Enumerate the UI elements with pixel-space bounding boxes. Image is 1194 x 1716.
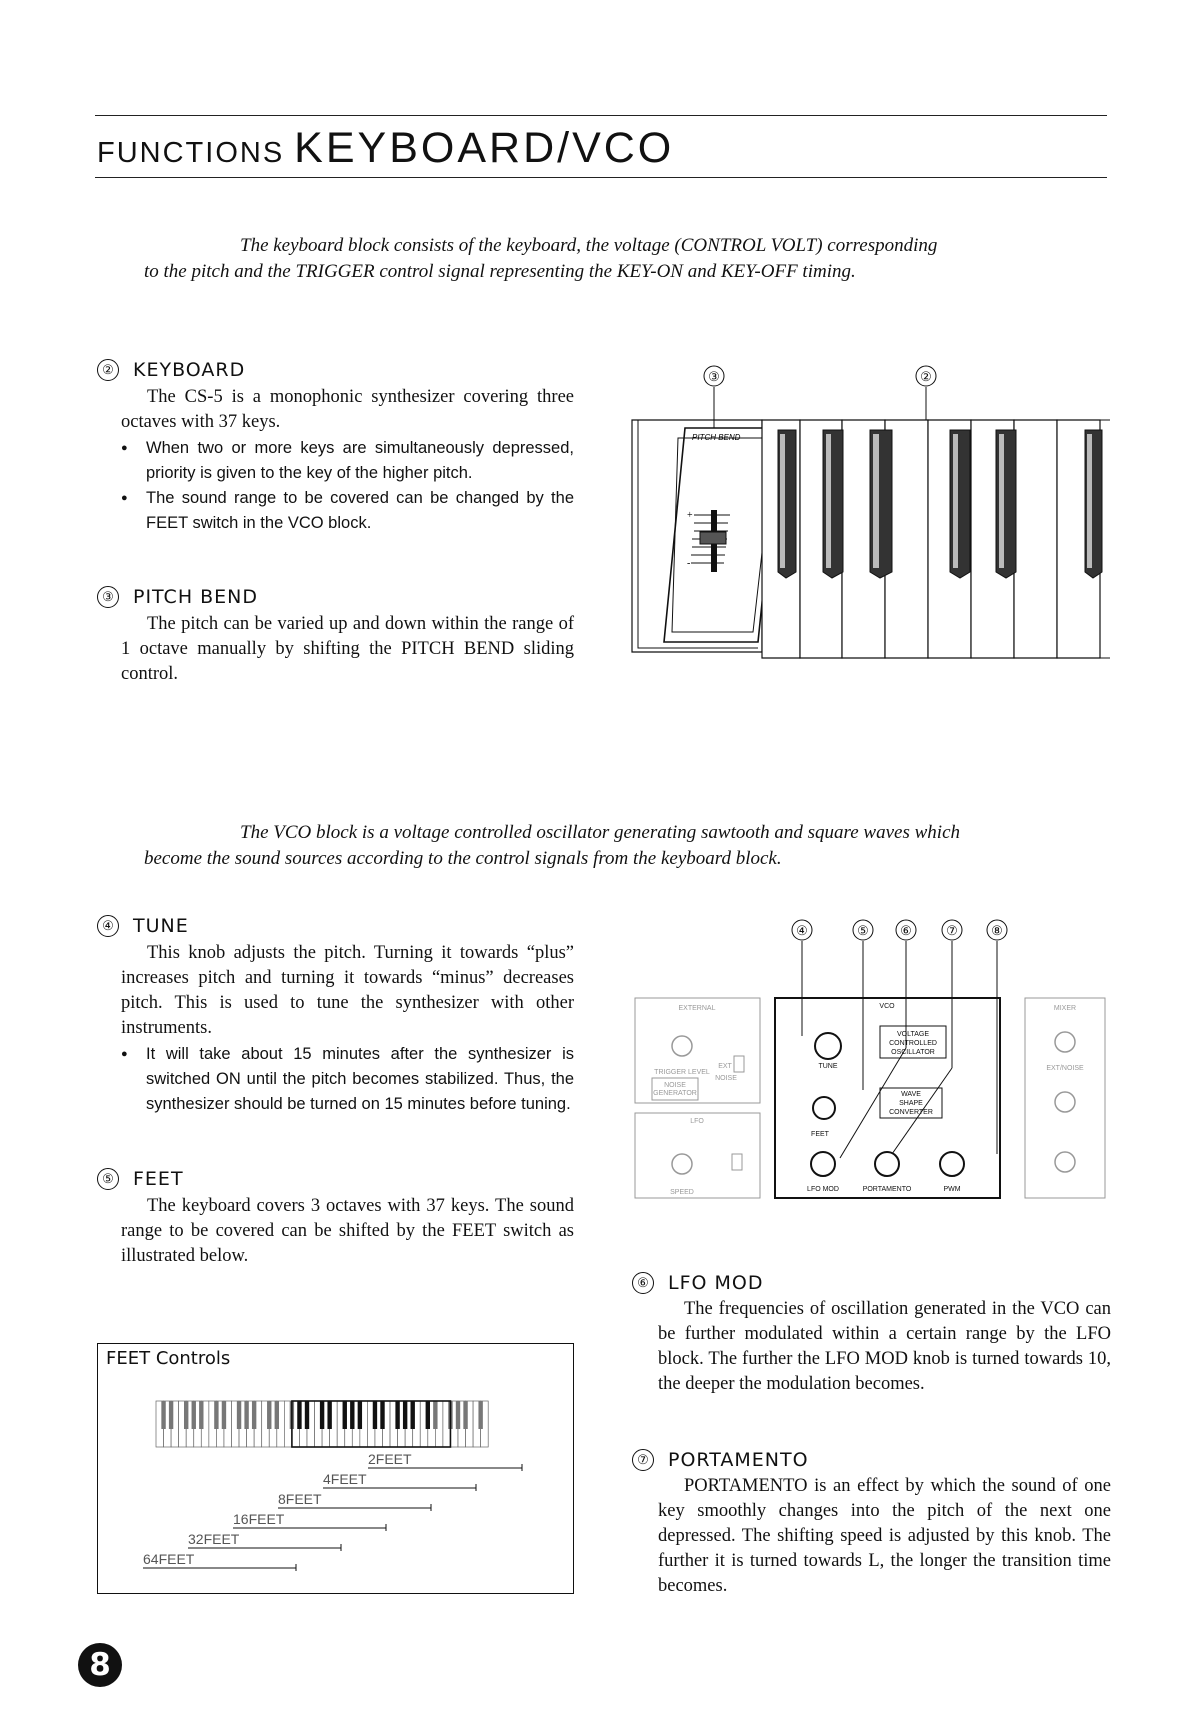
- pwm-knob[interactable]: [940, 1152, 964, 1176]
- mixer-square-knob[interactable]: [1055, 1152, 1075, 1172]
- mini-black-key: [426, 1401, 430, 1429]
- slider-label: PITCH BEND: [692, 433, 741, 442]
- tune-bullets: [121, 1042, 574, 1117]
- tune-bullet-1: ● It will take about 15 minutes after the synthesizer is switched ON until the pitch becomes stabilized. Thus, the synthesizer should be turned on 15 minutes before tuning.: [121, 1042, 574, 1117]
- mini-black-key: [237, 1401, 241, 1429]
- vco-panel-figure: [630, 918, 1110, 1223]
- pitch-bend-heading-text: PITCH BEND: [133, 586, 259, 608]
- mini-black-key: [380, 1401, 384, 1429]
- section-title: KEYBOARD/VCO: [294, 124, 675, 172]
- lfo-mod-knob[interactable]: [811, 1152, 835, 1176]
- callout-5: ⑤: [857, 923, 869, 938]
- portamento-number: ⑦: [632, 1449, 654, 1471]
- feet-knob[interactable]: [813, 1097, 835, 1119]
- feet-controls-caption: FEET Controls: [106, 1348, 231, 1369]
- portamento-knob[interactable]: [875, 1152, 899, 1176]
- label-wave-1: WAVE: [901, 1091, 921, 1098]
- mini-black-key: [297, 1401, 301, 1429]
- mini-black-key: [395, 1401, 399, 1429]
- lfo-mod-text: The frequencies of oscillation generated in the VCO can be further modulated within a certain range by the LFO block. The further the LFO MOD knob is turned towards 10, the deeper the modulation becomes.: [658, 1299, 1111, 1394]
- mini-black-key: [214, 1401, 218, 1429]
- trigger-level-knob[interactable]: [672, 1036, 692, 1056]
- label-pwm: PWM: [943, 1186, 961, 1193]
- pitch-bend-number: ③: [97, 586, 119, 608]
- feet-label-16: 16FEET: [233, 1511, 285, 1527]
- mini-black-key: [161, 1401, 165, 1429]
- keyboard-heading-text: KEYBOARD: [133, 359, 246, 381]
- keyboard-bullet-1: ● When two or more keys are simultaneously depressed, priority is given to the key of the higher pitch.: [121, 436, 574, 486]
- label-speed: SPEED: [670, 1189, 694, 1196]
- feet-label-2: 2FEET: [368, 1451, 412, 1467]
- feet-label-32: 32FEET: [188, 1531, 240, 1547]
- keyboard-figure: [630, 360, 1110, 665]
- feet-heading: [97, 1168, 184, 1190]
- keyboard-number: ②: [97, 359, 119, 381]
- mini-black-key: [305, 1401, 309, 1429]
- portamento-text: PORTAMENTO is an effect by which the sound of one key smoothly changes into the pitch of the next one depressed. The shifting speed is adjusted by this knob. The further it is turned towards L, the longer the transition time becomes.: [658, 1476, 1111, 1596]
- label-lfo: LFO: [690, 1118, 704, 1125]
- pitch-bend-heading: [97, 586, 258, 608]
- label-trigger-level: TRIGGER LEVEL: [654, 1069, 710, 1076]
- page-number: 8: [78, 1643, 122, 1687]
- label-noise-gen-2: GENERATOR: [653, 1090, 697, 1097]
- mini-black-key: [478, 1401, 482, 1429]
- lfo-panel: [635, 1113, 760, 1198]
- tune-heading: [97, 915, 189, 937]
- mini-keyboard: [156, 1401, 488, 1447]
- feet-text: The keyboard covers 3 octaves with 37 keys. The sound range to be covered can be shifted by the FEET switch as illustrated below.: [121, 1196, 574, 1266]
- label-portamento: PORTAMENTO: [862, 1186, 912, 1193]
- label-lfo-mod: LFO MOD: [807, 1186, 839, 1193]
- mini-black-key: [199, 1401, 203, 1429]
- pitch-bend-text: The pitch can be varied up and down within the range of 1 octave manually by shifting the PITCH BEND sliding control.: [121, 614, 574, 684]
- label-noise: NOISE: [715, 1075, 737, 1082]
- label-external: EXTERNAL: [678, 1005, 716, 1012]
- mixer-panel: [1025, 998, 1105, 1198]
- label-vco: VCO: [879, 1003, 895, 1010]
- mini-black-key: [222, 1401, 226, 1429]
- mini-black-key: [275, 1401, 279, 1429]
- label-feet: FEET: [811, 1131, 829, 1138]
- mini-black-key: [456, 1401, 460, 1429]
- lfo-wave-switch[interactable]: [732, 1154, 742, 1170]
- label-mixer: MIXER: [1053, 1005, 1077, 1012]
- feet-controls-diagram: [98, 1344, 573, 1593]
- tune-knob[interactable]: [815, 1033, 841, 1059]
- section-label: FUNCTIONS: [97, 137, 285, 169]
- tune-number: ④: [97, 915, 119, 937]
- slider-plus: +: [687, 510, 693, 521]
- lfo-speed-knob[interactable]: [672, 1154, 692, 1174]
- mini-black-key: [244, 1401, 248, 1429]
- top-rule: [95, 115, 1107, 116]
- white-keys: [762, 420, 1100, 658]
- callout-2: ②: [920, 369, 932, 384]
- callout-7: ⑦: [946, 923, 958, 938]
- mini-black-key: [350, 1401, 354, 1429]
- callout-4: ④: [796, 923, 808, 938]
- page-title: [97, 124, 674, 173]
- vco-intro-line2: become the sound sources according to the control signals from the keyboard block.: [144, 848, 782, 869]
- label-wave-2: SHAPE: [899, 1100, 923, 1107]
- label-vco-box-1: VOLTAGE: [896, 1031, 930, 1038]
- callout-6: ⑥: [900, 923, 912, 938]
- mini-black-key: [267, 1401, 271, 1429]
- keyboard-bullets: [121, 436, 574, 536]
- label-ext-noise: EXT/NOISE: [1046, 1065, 1084, 1072]
- mini-black-key: [411, 1401, 415, 1429]
- mini-black-key: [184, 1401, 188, 1429]
- lfo-mod-heading: [632, 1272, 764, 1294]
- mini-black-key: [320, 1401, 324, 1429]
- feet-label-8: 8FEET: [278, 1491, 322, 1507]
- keyboard-heading: [97, 359, 245, 381]
- mini-black-key: [358, 1401, 362, 1429]
- label-tune: TUNE: [818, 1063, 838, 1070]
- mini-black-key: [403, 1401, 407, 1429]
- mini-black-key: [463, 1401, 467, 1429]
- feet-number: ⑤: [97, 1168, 119, 1190]
- label-vco-box-2: CONTROLLED: [889, 1040, 937, 1047]
- feet-label-64: 64FEET: [143, 1551, 195, 1567]
- label-vco-box-3: OSCILLATOR: [891, 1049, 935, 1056]
- keyboard-intro-line1: The keyboard block consists of the keyboard, the voltage (CONTROL VOLT) corresponding: [240, 235, 938, 256]
- callout-8: ⑧: [991, 923, 1003, 938]
- mini-black-key: [169, 1401, 173, 1429]
- mini-black-key: [327, 1401, 331, 1429]
- vco-intro-line1: The VCO block is a voltage controlled oscillator generating sawtooth and square waves which: [240, 822, 960, 843]
- mini-black-key: [433, 1401, 437, 1429]
- callout-3: ③: [708, 369, 720, 384]
- label-ext: EXT: [718, 1063, 732, 1070]
- lfo-mod-heading-text: LFO MOD: [668, 1272, 764, 1294]
- vco-main-panel: [775, 998, 1000, 1198]
- keyboard-intro-line2: to the pitch and the TRIGGER control signal representing the KEY-ON and KEY-OFF timing.: [144, 261, 856, 282]
- feet-label-4: 4FEET: [323, 1471, 367, 1487]
- title-rule: [95, 177, 1107, 178]
- mini-black-key: [192, 1401, 196, 1429]
- keyboard-bullet-2: ● The sound range to be covered can be changed by the FEET switch in the VCO block.: [121, 486, 574, 536]
- mini-black-key: [373, 1401, 377, 1429]
- mini-black-key: [343, 1401, 347, 1429]
- tune-text: This knob adjusts the pitch. Turning it towards “plus” increases pitch and turning it towards “minus” decreases pitch. This is used to tune the synthesizer with other instruments.: [121, 943, 574, 1038]
- portamento-heading-text: PORTAMENTO: [668, 1449, 809, 1471]
- label-noise-gen-1: NOISE: [664, 1082, 686, 1089]
- mixer-ext-knob[interactable]: [1055, 1032, 1075, 1052]
- lfo-mod-number: ⑥: [632, 1272, 654, 1294]
- feet-controls-figure: [97, 1343, 574, 1594]
- tune-heading-text: TUNE: [133, 915, 189, 937]
- label-wave-3: CONVERTER: [889, 1109, 933, 1116]
- mixer-saw-knob[interactable]: [1055, 1092, 1075, 1112]
- slider-minus: -: [687, 558, 691, 569]
- slider-knob[interactable]: [700, 532, 726, 544]
- mini-black-key: [252, 1401, 256, 1429]
- ext-noise-switch[interactable]: [734, 1056, 744, 1072]
- keyboard-text: The CS-5 is a monophonic synthesizer covering three octaves with 37 keys.: [121, 387, 574, 432]
- portamento-heading: [632, 1449, 809, 1471]
- feet-heading-text: FEET: [133, 1168, 184, 1190]
